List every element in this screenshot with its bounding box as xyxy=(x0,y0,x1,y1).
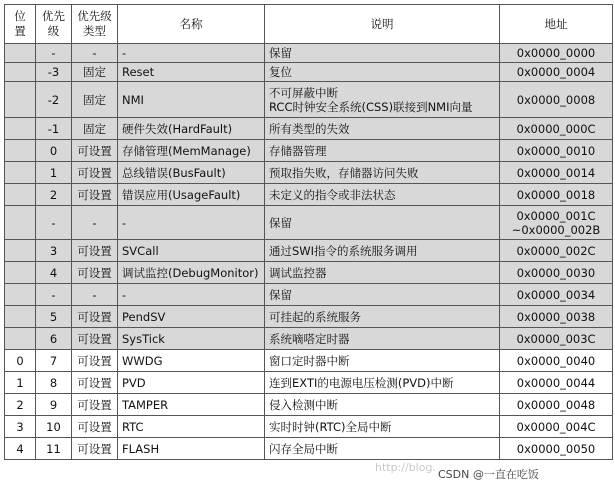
cell-address: 0x0000_0018 xyxy=(500,184,613,206)
cell-position: 4 xyxy=(5,438,36,460)
cell-name: - xyxy=(118,284,265,306)
cell-priority-type: - xyxy=(72,44,118,63)
table-row xyxy=(5,350,613,372)
cell-position: 0 xyxy=(5,350,36,372)
header-name: 名称 xyxy=(118,5,265,44)
cell-address: 0x0000_001C ~0x0000_002B xyxy=(500,206,613,240)
header-priority-type: 优先级类型 xyxy=(72,5,118,44)
cell-name: Reset xyxy=(118,63,265,82)
table-row xyxy=(5,262,613,284)
cell-name: - xyxy=(118,44,265,63)
cell-description: 调试监控器 xyxy=(265,262,500,284)
cell-address: 0x0000_0000 xyxy=(500,44,613,63)
header-address: 地址 xyxy=(500,5,613,44)
cell-priority: 11 xyxy=(36,438,72,460)
cell-priority: 10 xyxy=(36,416,72,438)
cell-position xyxy=(5,140,36,162)
cell-position xyxy=(5,118,36,140)
cell-priority: -3 xyxy=(36,63,72,82)
cell-priority: 3 xyxy=(36,240,72,262)
cell-name: NMI xyxy=(118,82,265,118)
cell-position xyxy=(5,262,36,284)
cell-name: SVCall xyxy=(118,240,265,262)
table-row xyxy=(5,240,613,262)
cell-priority-type: 可设置 xyxy=(72,184,118,206)
cell-priority: 5 xyxy=(36,306,72,328)
cell-priority-type: 固定 xyxy=(72,82,118,118)
cell-name: 错误应用(UsageFault) xyxy=(118,184,265,206)
table-row xyxy=(5,162,613,184)
cell-priority-type: 可设置 xyxy=(72,438,118,460)
cell-description: 所有类型的失效 xyxy=(265,118,500,140)
cell-address: 0x0000_0008 xyxy=(500,82,613,118)
cell-description: 存储器管理 xyxy=(265,140,500,162)
cell-description: 未定义的指令或非法状态 xyxy=(265,184,500,206)
vector-table xyxy=(4,4,613,460)
cell-priority-type: 可设置 xyxy=(72,240,118,262)
cell-priority: 1 xyxy=(36,162,72,184)
cell-priority-type: 可设置 xyxy=(72,328,118,350)
cell-description: 侵入检测中断 xyxy=(265,394,500,416)
cell-name: 硬件失效(HardFault) xyxy=(118,118,265,140)
cell-address: 0x0000_0050 xyxy=(500,438,613,460)
table-row xyxy=(5,63,613,82)
cell-priority-type: - xyxy=(72,206,118,240)
cell-description: 保留 xyxy=(265,44,500,63)
cell-priority-type: 可设置 xyxy=(72,306,118,328)
cell-address: 0x0000_0004 xyxy=(500,63,613,82)
table-row xyxy=(5,44,613,63)
cell-name: SysTick xyxy=(118,328,265,350)
cell-priority-type: 固定 xyxy=(72,118,118,140)
cell-priority-type: 可设置 xyxy=(72,162,118,184)
cell-name: FLASH xyxy=(118,438,265,460)
cell-priority: 9 xyxy=(36,394,72,416)
cell-address: 0x0000_0044 xyxy=(500,372,613,394)
cell-name: 调试监控(DebugMonitor) xyxy=(118,262,265,284)
cell-name: TAMPER xyxy=(118,394,265,416)
cell-position xyxy=(5,82,36,118)
table-row xyxy=(5,284,613,306)
cell-name: WWDG xyxy=(118,350,265,372)
cell-address: 0x0000_0030 xyxy=(500,262,613,284)
cell-position xyxy=(5,184,36,206)
cell-name: PVD xyxy=(118,372,265,394)
cell-priority: 4 xyxy=(36,262,72,284)
cell-priority-type: 可设置 xyxy=(72,372,118,394)
header-position: 位置 xyxy=(5,5,36,44)
header-row xyxy=(5,5,613,44)
cell-position xyxy=(5,306,36,328)
cell-position xyxy=(5,206,36,240)
table-row xyxy=(5,82,613,118)
cell-position xyxy=(5,284,36,306)
cell-position xyxy=(5,162,36,184)
table-row xyxy=(5,328,613,350)
cell-priority: 2 xyxy=(36,184,72,206)
cell-address: 0x0000_0048 xyxy=(500,394,613,416)
cell-priority: - xyxy=(36,44,72,63)
cell-name: - xyxy=(118,206,265,240)
cell-priority-type: 可设置 xyxy=(72,262,118,284)
cell-priority: - xyxy=(36,284,72,306)
cell-address: 0x0000_003C xyxy=(500,328,613,350)
cell-address: 0x0000_002C xyxy=(500,240,613,262)
cell-priority-type: - xyxy=(72,284,118,306)
cell-name: RTC xyxy=(118,416,265,438)
cell-address: 0x0000_004C xyxy=(500,416,613,438)
table-row xyxy=(5,118,613,140)
watermark-url: http://blog. xyxy=(375,461,436,474)
cell-address: 0x0000_0014 xyxy=(500,162,613,184)
cell-address: 0x0000_0010 xyxy=(500,140,613,162)
table-row xyxy=(5,306,613,328)
cell-priority-type: 固定 xyxy=(72,63,118,82)
cell-priority: 0 xyxy=(36,140,72,162)
table-row xyxy=(5,416,613,438)
cell-priority-type: 可设置 xyxy=(72,350,118,372)
cell-position: 2 xyxy=(5,394,36,416)
cell-priority-type: 可设置 xyxy=(72,416,118,438)
cell-position xyxy=(5,44,36,63)
cell-name: 存储管理(MemManage) xyxy=(118,140,265,162)
cell-description: 实时时钟(RTC)全局中断 xyxy=(265,416,500,438)
table-row xyxy=(5,206,613,240)
cell-address: 0x0000_000C xyxy=(500,118,613,140)
cell-description: 保留 xyxy=(265,206,500,240)
cell-description: 窗口定时器中断 xyxy=(265,350,500,372)
cell-address: 0x0000_0038 xyxy=(500,306,613,328)
table-row xyxy=(5,184,613,206)
cell-description: 复位 xyxy=(265,63,500,82)
header-description: 说明 xyxy=(265,5,500,44)
cell-address: 0x0000_0040 xyxy=(500,350,613,372)
cell-description: 系统嘀嗒定时器 xyxy=(265,328,500,350)
cell-description: 不可屏蔽中断 RCC时钟安全系统(CSS)联接到NMI向量 xyxy=(265,82,500,118)
cell-priority: 6 xyxy=(36,328,72,350)
cell-description: 可挂起的系统服务 xyxy=(265,306,500,328)
cell-priority-type: 可设置 xyxy=(72,140,118,162)
cell-position: 1 xyxy=(5,372,36,394)
cell-priority: 7 xyxy=(36,350,72,372)
table-row xyxy=(5,140,613,162)
cell-position xyxy=(5,240,36,262)
cell-position xyxy=(5,328,36,350)
cell-priority-type: 可设置 xyxy=(72,394,118,416)
watermark: CSDN @一直在吃饭 xyxy=(438,468,539,481)
cell-description: 保留 xyxy=(265,284,500,306)
table-body xyxy=(5,44,613,460)
cell-description: 连到EXTI的电源电压检测(PVD)中断 xyxy=(265,372,500,394)
table-row xyxy=(5,394,613,416)
cell-position: 3 xyxy=(5,416,36,438)
cell-address: 0x0000_0034 xyxy=(500,284,613,306)
table-row xyxy=(5,372,613,394)
header-priority: 优先级 xyxy=(36,5,72,44)
cell-priority: - xyxy=(36,206,72,240)
cell-priority: 8 xyxy=(36,372,72,394)
cell-name: PendSV xyxy=(118,306,265,328)
cell-priority: -2 xyxy=(36,82,72,118)
cell-description: 预取指失败，存储器访问失败 xyxy=(265,162,500,184)
cell-description: 通过SWI指令的系统服务调用 xyxy=(265,240,500,262)
table-row xyxy=(5,438,613,460)
cell-description: 闪存全局中断 xyxy=(265,438,500,460)
cell-position xyxy=(5,63,36,82)
cell-name: 总线错误(BusFault) xyxy=(118,162,265,184)
cell-priority: -1 xyxy=(36,118,72,140)
